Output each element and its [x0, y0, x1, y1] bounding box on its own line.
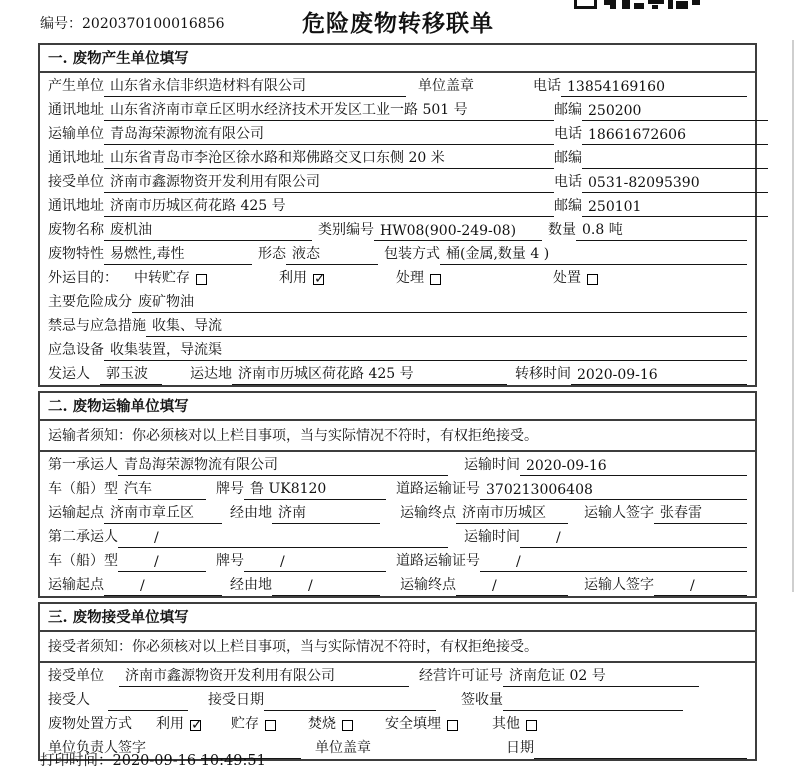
section-3-title: 三. 废物接受单位填写 — [40, 604, 755, 632]
address-label: 通讯地址 — [48, 198, 104, 214]
row-carrier1-vehicle — [40, 476, 755, 500]
receiver-value: 济南市鑫源物资开发利用有限公司 — [104, 171, 554, 193]
precautions-label: 禁忌与应急措施 — [48, 318, 146, 334]
transporter-address-value: 山东省青岛市李沧区徐水路和郑佛路交叉口东侧 20 米 — [104, 147, 554, 169]
section-2-box — [38, 391, 757, 598]
endpoint-label: 运输终点 — [400, 577, 456, 593]
characteristics-label: 废物特性 — [48, 246, 104, 262]
unit-seal-label: 单位盖章 — [418, 78, 474, 94]
receiving-unit-label: 接受单位 — [48, 668, 104, 684]
signed-amount-label: 签收量 — [461, 692, 503, 708]
purpose-option-treat-label: 处理 — [396, 270, 424, 286]
receiver-address-value: 济南市历城区荷花路 425 号 — [104, 195, 554, 217]
generator-label: 产生单位 — [48, 78, 104, 94]
consignor-value: 郭玉波 — [100, 363, 162, 385]
carrier2-value: / — [118, 530, 448, 548]
zip-label: 邮编 — [554, 198, 582, 214]
section-3-box — [38, 602, 757, 761]
carrier1-plate-value: 鲁 UK8120 — [244, 478, 386, 500]
carrier2-via-value: / — [272, 578, 380, 596]
checkbox-disposal-incinerate — [342, 720, 353, 731]
address-label: 通讯地址 — [48, 150, 104, 166]
row-receiver — [40, 169, 755, 193]
transporter-phone-value: 18661672606 — [582, 127, 768, 145]
carrier2-plate-value: / — [244, 554, 386, 572]
carrier2-origin-value: / — [104, 578, 222, 596]
row-waste-name — [40, 217, 755, 241]
precautions-value: 收集、导流 — [146, 315, 747, 337]
receive-date-value — [264, 694, 436, 711]
zip-label: 邮编 — [554, 102, 582, 118]
disposal-option-other-label: 其他 — [492, 716, 520, 732]
carrier1-sign-value: 张春雷 — [654, 502, 747, 524]
receiver-label: 接受单位 — [48, 174, 104, 190]
disposal-option-store-label: 贮存 — [231, 716, 259, 732]
qr-code-icon — [574, 0, 700, 9]
row-transporter — [40, 121, 755, 145]
row-carrier1 — [40, 452, 755, 476]
license-label: 经营许可证号 — [419, 668, 503, 684]
phone-label: 电话 — [554, 174, 582, 190]
generator-phone-value: 13854169160 — [561, 79, 747, 97]
carrier2-sign-value: / — [654, 578, 747, 596]
date-label: 日期 — [506, 740, 534, 756]
checkbox-disposal-utilize — [190, 720, 201, 731]
vehicle-type-label: 车（船）型 — [48, 481, 118, 497]
destination-value: 济南市历城区荷花路 425 号 — [232, 363, 507, 385]
receiver-notice: 接受者须知：你必须核对以上栏目事项，当与实际情况不符时，有权拒绝接受。 — [40, 632, 755, 663]
checkbox-disposal-other — [526, 720, 537, 731]
recipient-label: 接受人 — [48, 692, 90, 708]
receive-date-label: 接受日期 — [208, 692, 264, 708]
waste-name-label: 废物名称 — [48, 222, 104, 238]
section-2-title: 二. 废物运输单位填写 — [40, 393, 755, 421]
unit-seal-label: 单位盖章 — [315, 740, 371, 756]
purpose-option-dispose-label: 处置 — [553, 270, 581, 286]
hazard-value: 废矿物油 — [132, 291, 747, 313]
checkbox-dispose — [587, 274, 598, 285]
characteristics-value: 易燃性,毒性 — [104, 243, 252, 265]
transfer-date-value: 2020-09-16 — [571, 367, 747, 385]
scan-edge-line — [792, 40, 794, 592]
row-receiving-unit — [40, 663, 755, 687]
disposal-label: 废物处置方式 — [48, 716, 132, 732]
print-time-value: 2020-09-16 10:49:51 — [112, 753, 266, 769]
carrier1-value: 青岛海荣源物流有限公司 — [118, 454, 448, 476]
transporter-notice: 运输者须知：你必须核对以上栏目事项，当与实际情况不符时，有权拒绝接受。 — [40, 421, 755, 452]
hazard-label: 主要危险成分 — [48, 294, 132, 310]
via-label: 经由地 — [230, 505, 272, 521]
disposal-option-landfill-label: 安全填埋 — [385, 716, 441, 732]
row-generator-address — [40, 97, 755, 121]
destination-label: 运达地 — [190, 366, 232, 382]
quantity-value: 0.8 吨 — [576, 219, 747, 241]
row-precautions — [40, 313, 755, 337]
via-label: 经由地 — [230, 577, 272, 593]
row-carrier2-vehicle — [40, 548, 755, 572]
transporter-label: 运输单位 — [48, 126, 104, 142]
consignor-label: 发运人 — [48, 366, 90, 382]
form-label: 形态 — [258, 246, 286, 262]
disposal-option-utilize-label: 利用 — [156, 716, 184, 732]
equipment-value: 收集装置，导流渠 — [104, 339, 747, 361]
carrier-sign-label: 运输人签字 — [584, 577, 654, 593]
serial-number: 2020370100016856 — [82, 16, 225, 32]
manager-sign-label: 单位负责人签字 — [48, 740, 146, 756]
page-title: 危险废物转移联单 — [302, 10, 494, 37]
date-value — [534, 742, 747, 759]
section-1-title: 一. 废物产生单位填写 — [40, 45, 755, 73]
carrier2-time-value: / — [520, 530, 747, 548]
checkbox-storage — [196, 274, 207, 285]
equipment-label: 应急设备 — [48, 342, 104, 358]
row-carrier1-route — [40, 500, 755, 524]
generator-value: 山东省永信非织造材料有限公司 — [104, 75, 406, 97]
row-receiver-address — [40, 193, 755, 217]
packaging-value: 桶(金属,数量 4 ) — [440, 243, 747, 265]
zip-label: 邮编 — [554, 150, 582, 166]
receiving-unit-value: 济南市鑫源物资开发利用有限公司 — [119, 665, 409, 687]
manifest-form — [38, 43, 757, 761]
row-disposal-method — [40, 711, 755, 735]
row-recipient — [40, 687, 755, 711]
row-generator — [40, 73, 755, 97]
carrier2-permit-value: / — [480, 554, 747, 572]
physical-form-value: 液态 — [286, 243, 378, 265]
transporter-zip-value — [582, 152, 768, 169]
plate-label: 牌号 — [216, 553, 244, 569]
road-permit-label: 道路运输证号 — [396, 481, 480, 497]
transporter-value: 青岛海荣源物流有限公司 — [104, 123, 554, 145]
checkbox-disposal-landfill — [447, 720, 458, 731]
transport-time-label: 运输时间 — [464, 457, 520, 473]
row-characteristics — [40, 241, 755, 265]
vehicle-type-label: 车（船）型 — [48, 553, 118, 569]
road-permit-label: 道路运输证号 — [396, 553, 480, 569]
checkbox-treat — [430, 274, 441, 285]
generator-address-value: 山东省济南市章丘区明水经济技术开发区工业一路 501 号 — [104, 99, 554, 121]
endpoint-label: 运输终点 — [400, 505, 456, 521]
serial-label: 编号： — [40, 16, 82, 32]
carrier1-end-value: 济南市历城区 — [456, 502, 568, 524]
transfer-date-label: 转移时间 — [515, 366, 571, 382]
waste-name-value: 废机油 — [104, 219, 312, 241]
row-carrier2-route — [40, 572, 755, 596]
row-transfer-purpose — [40, 265, 755, 289]
checkbox-utilize — [313, 274, 324, 285]
origin-label: 运输起点 — [48, 577, 104, 593]
carrier2-label: 第二承运人 — [48, 529, 118, 545]
category-code-value: HW08(900-249-08) — [374, 223, 542, 241]
purpose-option-utilize-label: 利用 — [279, 270, 307, 286]
section-1-box — [38, 43, 757, 387]
row-transporter-address — [40, 145, 755, 169]
carrier1-vehicle-value: 汽车 — [118, 478, 206, 500]
generator-zip-value: 250200 — [582, 103, 768, 121]
origin-label: 运输起点 — [48, 505, 104, 521]
category-label: 类别编号 — [318, 222, 374, 238]
carrier2-end-value: / — [456, 578, 568, 596]
print-time-line — [40, 749, 266, 770]
carrier1-origin-value: 济南市章丘区 — [104, 502, 222, 524]
print-time-label: 打印时间： — [40, 753, 113, 769]
phone-label: 电话 — [533, 78, 561, 94]
carrier1-via-value: 济南 — [272, 502, 380, 524]
packaging-label: 包装方式 — [384, 246, 440, 262]
plate-label: 牌号 — [216, 481, 244, 497]
signed-amount-value — [503, 694, 683, 711]
phone-label: 电话 — [554, 126, 582, 142]
carrier1-time-value: 2020-09-16 — [520, 458, 747, 476]
quantity-label: 数量 — [548, 222, 576, 238]
carrier1-label: 第一承运人 — [48, 457, 118, 473]
purpose-option-storage-label: 中转贮存 — [134, 270, 190, 286]
carrier-sign-label: 运输人签字 — [584, 505, 654, 521]
row-hazard — [40, 289, 755, 313]
carrier2-vehicle-value: / — [118, 554, 206, 572]
receiver-zip-value: 250101 — [582, 199, 768, 217]
row-carrier2 — [40, 524, 755, 548]
receiver-phone-value: 0531-82095390 — [582, 175, 768, 193]
license-value: 济南危证 02 号 — [503, 665, 699, 687]
transport-time-label: 运输时间 — [464, 529, 520, 545]
disposal-option-incinerate-label: 焚烧 — [308, 716, 336, 732]
carrier1-permit-value: 370213006408 — [480, 482, 747, 500]
recipient-value — [108, 694, 188, 711]
row-equipment — [40, 337, 755, 361]
row-consignor — [40, 361, 755, 385]
checkbox-disposal-store — [265, 720, 276, 731]
purpose-label: 外运目的： — [48, 270, 118, 286]
address-label: 通讯地址 — [48, 102, 104, 118]
